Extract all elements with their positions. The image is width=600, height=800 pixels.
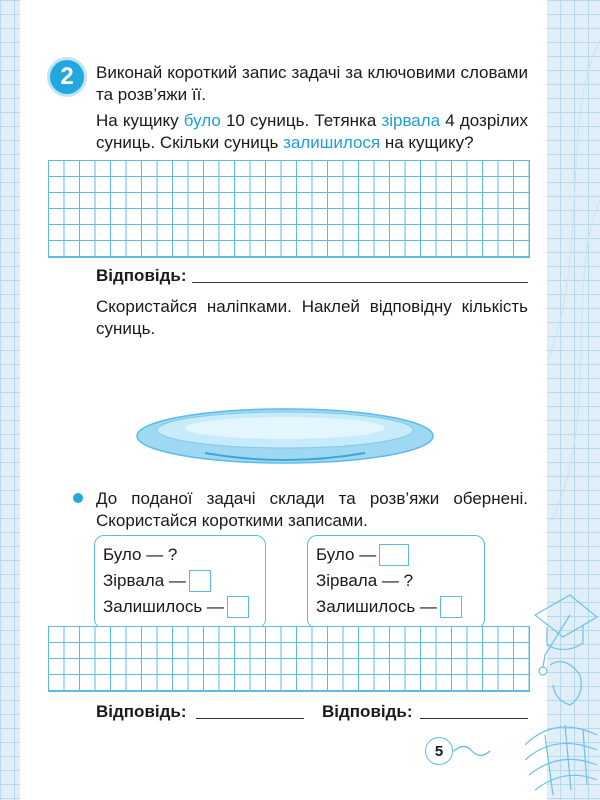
sticker-instruction: Скористайся наліпками. Наклей відповідну кількість суниць.	[96, 297, 528, 338]
problem-part: 10 суниць. Тетянка	[220, 111, 382, 130]
answer-line-2[interactable]	[196, 718, 304, 719]
bullet-icon	[73, 493, 83, 503]
graduation-book-decoration	[525, 585, 600, 800]
keyword-zirvala: зірвала	[381, 111, 441, 130]
card2-row2-text: Зірвала — ?	[316, 571, 414, 590]
subtask-instruction: До поданої задачі склади та розв’яжи обернені. Скористайся короткими записами.	[96, 489, 528, 530]
answer-label-3: Відповідь:	[322, 702, 413, 721]
card1-row3-text: Залишилось —	[103, 597, 224, 616]
problem-part: На кущику	[96, 111, 184, 130]
task-instruction: Виконай короткий запис задачі за ключовими словами та розв’яжи її.	[96, 63, 528, 104]
card2-row3-input-box[interactable]	[440, 596, 462, 618]
card1-row1-text: Було — ?	[103, 545, 178, 564]
page-number: 5	[425, 737, 453, 765]
card1-row2-input-box[interactable]	[189, 570, 211, 592]
page-number-swirl-icon	[452, 742, 492, 760]
keyword-bulo: було	[183, 111, 221, 130]
answer-line-1[interactable]	[192, 282, 528, 283]
answer-label-1: Відповідь:	[96, 266, 187, 285]
task-number-badge: 2	[50, 60, 84, 94]
writing-grid-2[interactable]	[48, 626, 530, 692]
card2-row1-text: Було —	[316, 545, 377, 564]
card1-row3-input-box[interactable]	[227, 596, 249, 618]
problem-part: 4 дозрілих суниць. Скільки суниць	[96, 111, 528, 152]
writing-grid-1[interactable]	[48, 160, 530, 258]
answer-label-2: Відповідь:	[96, 702, 187, 721]
problem-part: на кущику?	[380, 133, 474, 152]
plate-illustration	[135, 405, 435, 467]
short-record-card-2	[307, 535, 485, 629]
keyword-zalyshylosia: залишилося	[283, 133, 381, 152]
card2-row3-text: Залишилось —	[316, 597, 437, 616]
answer-line-3[interactable]	[420, 718, 528, 719]
card2-row1-input-box[interactable]	[379, 544, 409, 566]
card1-row2-text: Зірвала —	[103, 571, 186, 590]
problem-text	[96, 110, 528, 154]
short-record-card-1	[94, 535, 266, 629]
